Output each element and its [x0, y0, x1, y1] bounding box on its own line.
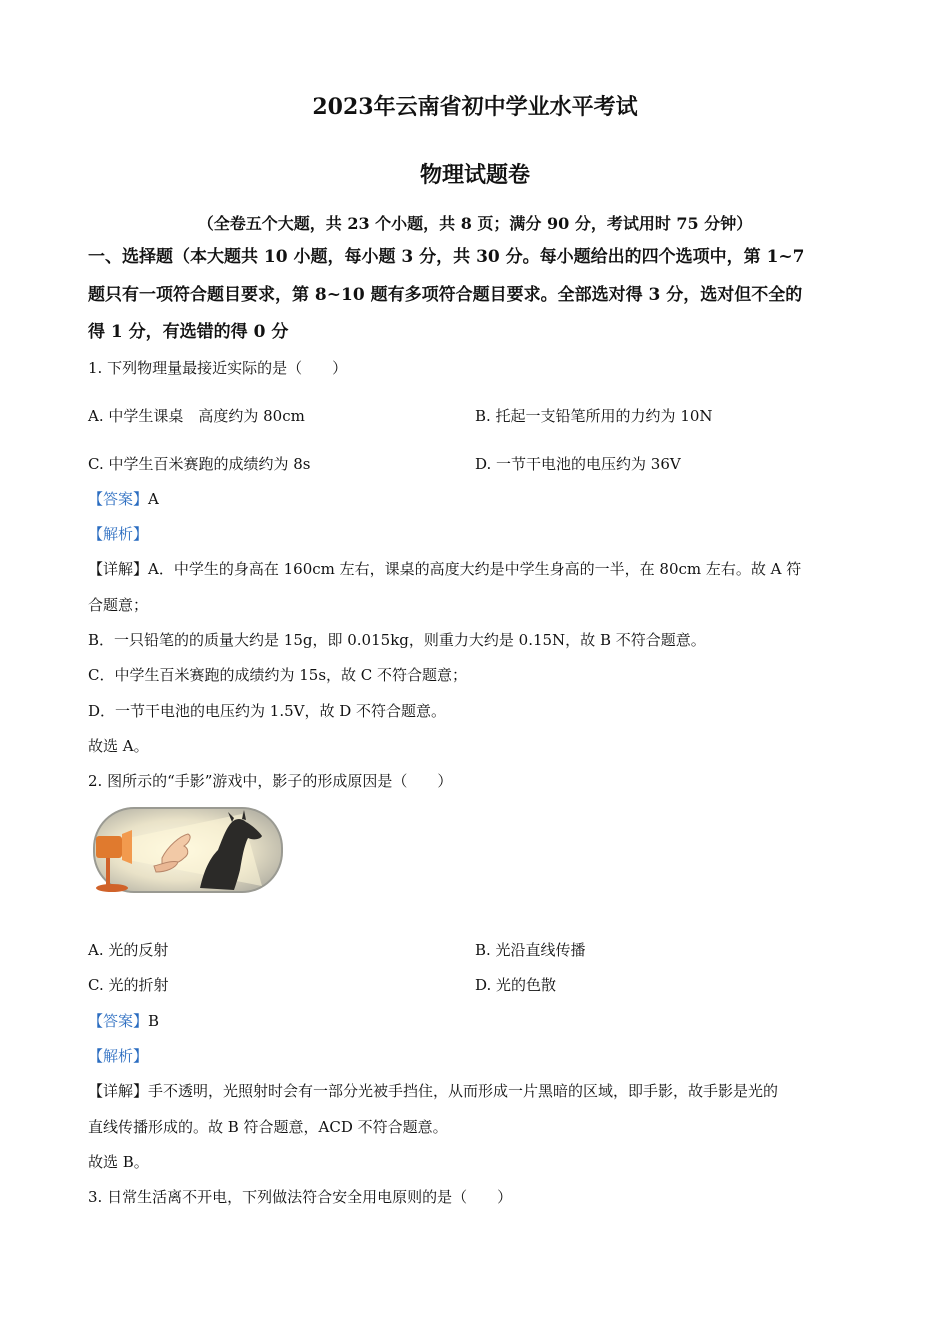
q2-option-d: D. 光的色散 [475, 976, 557, 994]
q1-detail-4: C．中学生百米赛跑的成绩约为 15s，故 C 不符合题意； [88, 666, 468, 684]
lamp-stand [106, 858, 110, 886]
answer-label: 【答案】 [88, 490, 149, 508]
q1-analysis-label: 【解析】 [88, 525, 149, 543]
q2-answer [88, 1011, 159, 1031]
hand-shadow-figure [92, 806, 284, 896]
detail-label: 【详解】 [88, 1082, 149, 1100]
q1-option-a: A. 中学生课桌 高度约为 80cm [88, 407, 305, 425]
q3-stem: 3. 日常生活离不开电，下列做法符合安全用电原则的是（ ） [88, 1188, 513, 1206]
q1-detail-2: 合题意； [88, 596, 149, 614]
q1-conclusion: 故选 A。 [88, 737, 149, 755]
q2-conclusion: 故选 B。 [88, 1153, 149, 1171]
section1-line1: 一、选择题（本大题共 10 小题，每小题 3 分，共 30 分。每小题给出的四个选项中，第 1~7 [88, 247, 805, 267]
q2-detail-2: 直线传播形成的。故 B 符合题意，ACD 不符合题意。 [88, 1118, 448, 1136]
answer-label: 【答案】 [88, 1012, 149, 1030]
lamp-reflector [122, 830, 132, 864]
q2-option-a: A. 光的反射 [88, 941, 169, 959]
exam-title: 2023年云南省初中学业水平考试 [312, 94, 638, 120]
section1-line2: 题只有一项符合题目要求，第 8~10 题有多项符合题目要求。全部选对得 3 分，选对但不全的 [88, 285, 803, 305]
q1-stem: 1. 下列物理量最接近实际的是（ ） [88, 359, 348, 377]
q2-detail-1-text: 手不透明，光照射时会有一部分光被手挡住，从而形成一片黑暗的区域，即手影，故手影是光的 [148, 1082, 779, 1100]
q1-detail-1 [88, 559, 801, 579]
q1-option-b: B. 托起一支铅笔所用的力约为 10N [475, 407, 713, 425]
lamp-head [96, 836, 122, 858]
exam-note: （全卷五个大题，共 23 个小题，共 8 页；满分 90 分，考试用时 75 分钟） [197, 214, 753, 233]
lamp-base [96, 884, 128, 892]
q1-detail-1-text: A．中学生的身高在 160cm 左右，课桌的高度大约是中学生身高的一半，在 80cm 左右。故 A 符 [148, 560, 802, 578]
q1-option-d: D. 一节干电池的电压约为 36V [475, 455, 681, 473]
q2-option-b: B. 光沿直线传播 [475, 941, 586, 959]
exam-subtitle: 物理试题卷 [419, 162, 530, 188]
q1-answer-value: A [148, 490, 159, 508]
q1-detail-5: D．一节干电池的电压约为 1.5V，故 D 不符合题意。 [88, 702, 447, 720]
q2-stem: 2. 图所示的“手影”游戏中，影子的形成原因是（ ） [88, 772, 453, 790]
hand-shadow-image [92, 806, 284, 896]
q1-answer [88, 489, 159, 509]
q1-option-c: C. 中学生百米赛跑的成绩约为 8s [88, 455, 311, 473]
q1-detail-3: B．一只铅笔的的质量大约是 15g，即 0.015kg，则重力大约是 0.15N，故 B 不符合题意。 [88, 631, 706, 649]
section1-line3: 得 1 分，有选错的得 0 分 [88, 322, 289, 342]
q2-analysis-label: 【解析】 [88, 1047, 149, 1065]
detail-label: 【详解】 [88, 560, 149, 578]
q2-option-c: C. 光的折射 [88, 976, 169, 994]
q2-detail-1 [88, 1081, 778, 1101]
q2-answer-value: B [148, 1012, 160, 1030]
